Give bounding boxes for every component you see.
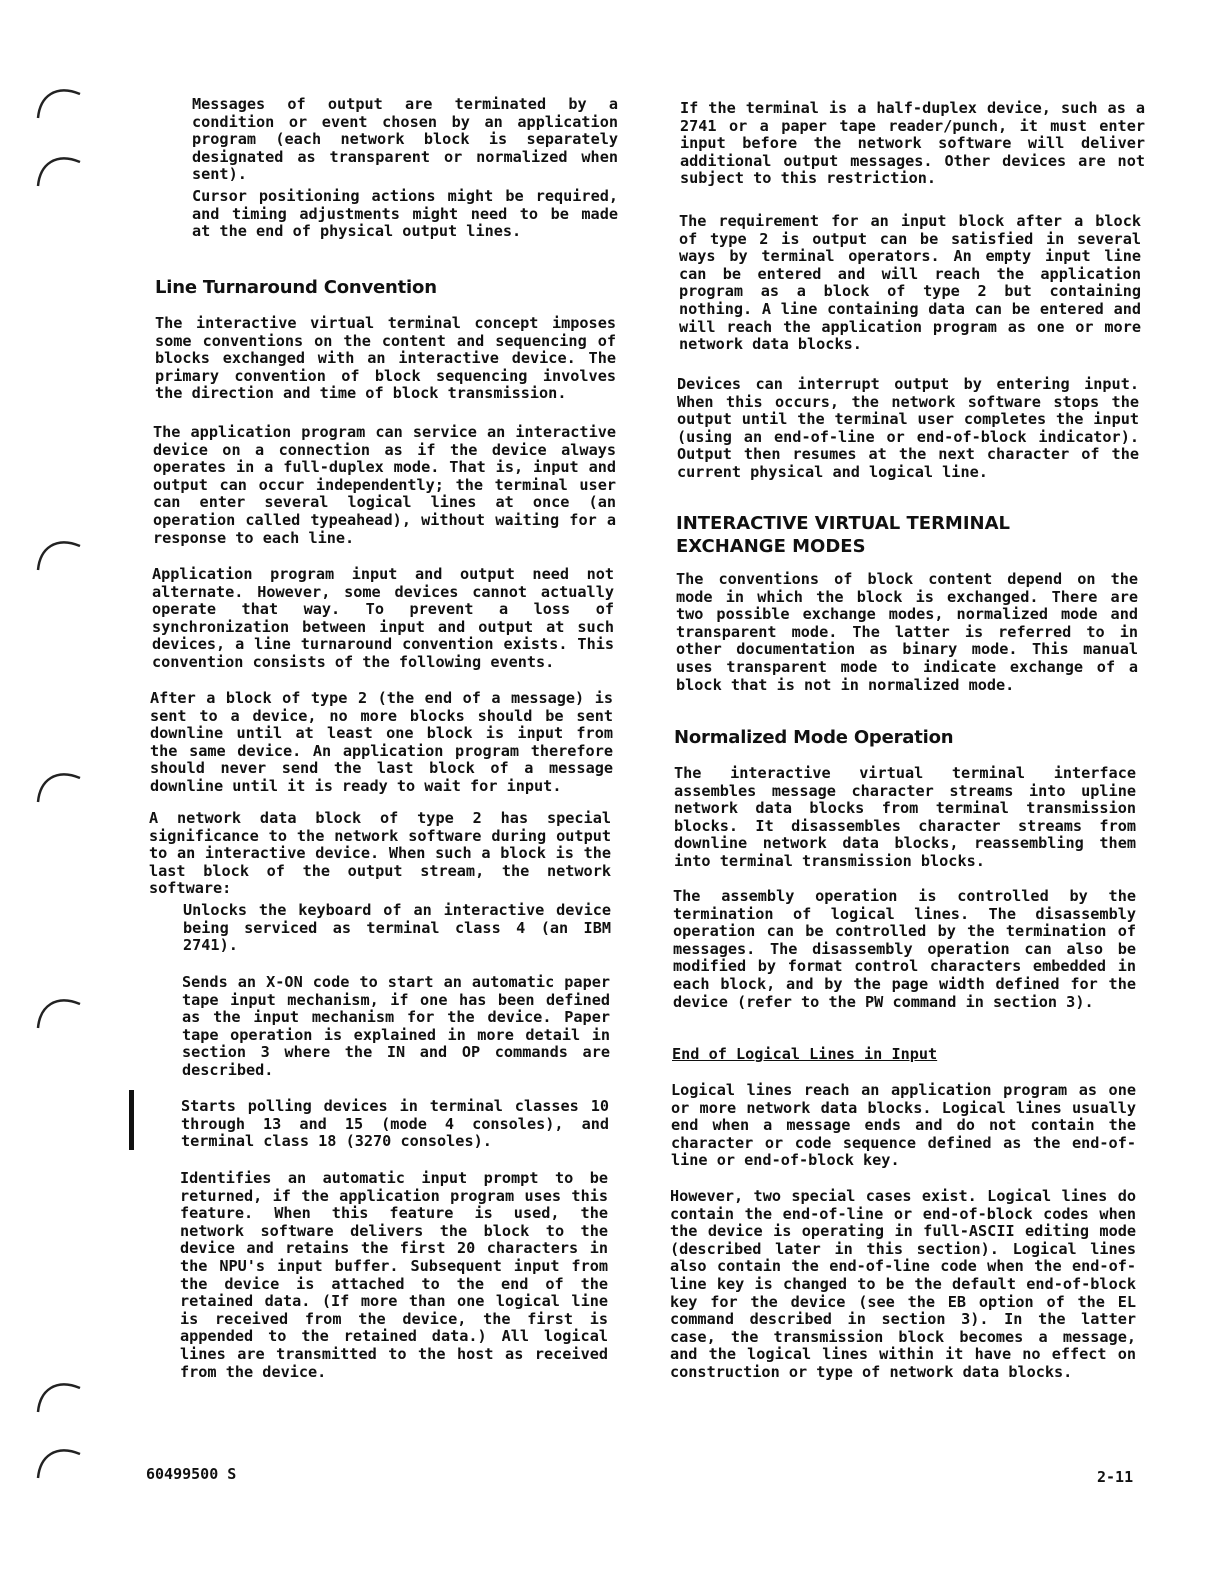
paragraph-alternate: Application program input and output need not alternate. However, some devices cannot actually operate that way. To prevent a loss of synchronization between input and output at such devices, a line turnaround convention exists. This convention consists of the following events. — [152, 565, 614, 671]
paragraph-interface: The interactive virtual terminal interface assembles message character streams into upline network data blocks from terminal transmission blocks. It disassembles character streams from downline network data blocks, reassembling them into terminal transmission blocks. — [674, 764, 1136, 870]
heading-exchange-modes — [676, 512, 1136, 558]
paragraph-full-duplex: The application program can service an interactive device on a connection as if the device always operates in a full-duplex mode. That is, input and output can occur independently; the terminal user can enter several logical lines at once (an operation called typeahead), without waiting for a response to each line. — [153, 423, 616, 547]
paragraph-cursor: Cursor positioning actions might be required, and timing adjustments might need to be made at the end of physical output lines. — [192, 187, 618, 241]
paragraph-interrupt: Devices can interrupt output by entering input. When this occurs, the network software stops the output until the terminal user completes the input (using an end-of-line or end-of-block indicator). Output then resumes at the next character of the current physical and logical line. — [677, 375, 1139, 481]
paragraph-conventions: The conventions of block content depend on the mode in which the block is exchanged. There are two possible exchange modes, normalized mode and transparent mode. The latter is referred to in other documentation as binary mode. This manual uses transparent mode to indicate exchange of a block that is not in normalized mode. — [676, 570, 1138, 694]
paragraph-half-duplex: If the terminal is a half-duplex device, such as a 2741 or a paper tape reader/punch, it must enter input before the network software will deliver additional output messages. Other devices are not subject to this restriction. — [680, 99, 1145, 188]
paragraph-network-block: A network data block of type 2 has special significance to the network software during output to an interactive device. When such a block is the last block of the output stream, the network software: — [149, 809, 611, 898]
paragraph-messages: Messages of output are terminated by a condition or event chosen by an application program (each network block is separately designated as transparent or normalized when sent). — [192, 95, 618, 184]
binder-hole-mark — [34, 146, 86, 192]
heading-exchange-modes-line1: INTERACTIVE VIRTUAL TERMINAL — [676, 513, 1011, 534]
heading-exchange-modes-line2: EXCHANGE MODES — [676, 536, 866, 557]
paragraph-requirement: The requirement for an input block after a block of type 2 is output can be satisfied in several ways by terminal operators. An empty input line can be entered and will reach the application program as a block of type 2 but containing nothing. A line containing data can be entered and will reach the application program as one or more network data blocks. — [679, 212, 1141, 354]
paragraph-interactive-concept: The interactive virtual terminal concept imposes some conventions on the content and sequencing of blocks exchanged with an interactive device. The primary convention of block sequencing involves the direction and time of block transmission. — [155, 314, 616, 403]
list-item-identifies-prompt: Identifies an automatic input prompt to be returned, if the application program uses this feature. When this feature is used, the network software delivers the block to the device and retains the first 20 characters in the NPU's input buffer. Subsequent input from the device is attached to the end of the retained data. (If more than one logical line is received from the device, the first is appended to the retained data.) All logical lines are transmitted to the host as received from the device. — [180, 1169, 608, 1381]
list-item-unlocks: Unlocks the keyboard of an interactive device being serviced as terminal class 4 (an IBM 2741). — [183, 901, 611, 955]
binder-hole-mark — [34, 78, 86, 124]
page-number: 2-11 — [1097, 1468, 1134, 1486]
binder-hole-mark — [34, 762, 86, 808]
list-item-sends-xon: Sends an X-ON code to start an automatic paper tape input mechanism, if one has been defined as the input mechanism for the device. Paper tape operation is explained in more detail in section 3 where the IN and OP commands are described. — [182, 973, 610, 1079]
paragraph-logical-lines: Logical lines reach an application program as one or more network data blocks. Logical lines usually end when a message ends and do not contain the character or code sequence defined as the end-of-line or end-of-block key. — [671, 1081, 1136, 1170]
paragraph-special-cases: However, two special cases exist. Logical lines do contain the end-of-line or end-of-block codes when the device is operating in full-ASCII editing mode (described later in this section). Logical lines also contain the end-of-line code when the end-of-line key is changed to be the default end-of-block key for the device (see the EB option of the EL command described in section 3). In the latter case, the transmission block becomes a message, and the logical lines within it have no effect on construction or type of network data blocks. — [670, 1187, 1136, 1381]
subheading-end-logical-lines: End of Logical Lines in Input — [672, 1045, 938, 1063]
document-number: 60499500 S — [146, 1465, 237, 1483]
binder-hole-mark — [34, 1372, 86, 1418]
heading-line-turnaround: Line Turnaround Convention — [155, 277, 437, 298]
paragraph-assembly: The assembly operation is controlled by the termination of logical lines. The disassembly operation can be controlled by the termination of messages. The disassembly operation can also be modified by format control characters embedded in each block, and by the page width defined for the device (refer to the PW command in section 3). — [673, 887, 1136, 1011]
paragraph-after-block: After a block of type 2 (the end of a message) is sent to a device, no more blocks should be sent downline until at least one block is input from the same device. An application program therefore should never send the last block of a message downline until it is ready to wait for input. — [150, 689, 613, 795]
binder-hole-mark — [34, 988, 86, 1034]
binder-hole-mark — [34, 530, 86, 576]
revision-change-bar — [129, 1090, 134, 1150]
heading-normalized-mode: Normalized Mode Operation — [674, 727, 954, 748]
binder-hole-mark — [34, 1438, 86, 1484]
list-item-starts-polling: Starts polling devices in terminal classes 10 through 13 and 15 (mode 4 consoles), and terminal class 18 (3270 consoles). — [181, 1097, 609, 1151]
